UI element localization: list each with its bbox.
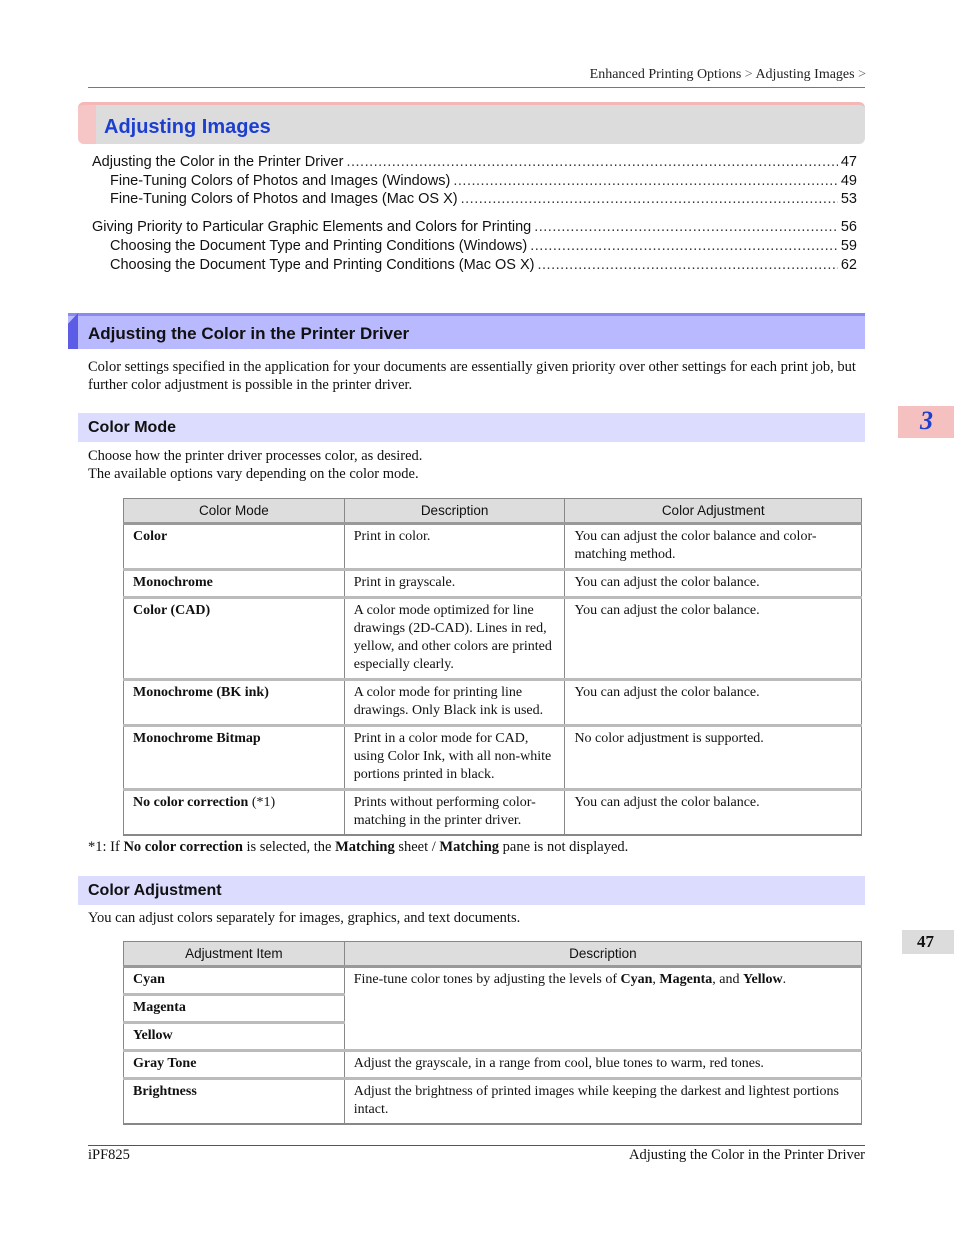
color-mode-line-2: The available options vary depending on the color mode. — [88, 466, 419, 482]
adjustment-item: Brightness — [124, 1079, 345, 1125]
chapter-tab[interactable] — [898, 406, 954, 438]
table-header-row — [124, 499, 862, 524]
toc-entry[interactable] — [110, 257, 857, 276]
adjustment-item: Yellow — [124, 1023, 345, 1051]
color-mode-description: Print in grayscale. — [344, 570, 565, 598]
breadcrumb — [590, 67, 866, 83]
breadcrumb-separator: > — [858, 67, 866, 82]
color-mode-name-text: No color correction — [133, 795, 249, 810]
toc-entry-page: 47 — [840, 154, 857, 170]
color-mode-line-1: Choose how the printer driver processes color, as desired. — [88, 448, 423, 464]
table-row — [124, 726, 862, 790]
color-mode-adjustment: You can adjust the color balance. — [565, 790, 862, 836]
toc-entry[interactable] — [92, 219, 857, 238]
color-mode-name: Color (CAD) — [124, 598, 345, 680]
footer-model: iPF825 — [88, 1147, 130, 1163]
footnote: *1: If No color correction is selected, the Matching sheet / Matching pane is not displayed. — [88, 839, 629, 855]
subsection-title: Color Adjustment — [88, 882, 222, 899]
chapter-title: Adjusting Images — [104, 116, 271, 138]
toc-entry-label: Adjusting the Color in the Printer Driver — [92, 154, 344, 170]
section-title: Adjusting the Color in the Printer Driver — [88, 324, 410, 343]
chapter-heading-box — [78, 102, 865, 144]
color-mode-name — [124, 790, 345, 836]
color-mode-adjustment: You can adjust the color balance. — [565, 598, 862, 680]
subsection-heading-bar — [78, 413, 865, 442]
page-number-tab — [902, 930, 954, 954]
page-number: 47 — [917, 932, 934, 951]
toc-entry[interactable] — [110, 191, 857, 210]
section-heading-bar — [68, 313, 865, 349]
header-rule — [88, 87, 865, 88]
color-mode-description: Print in a color mode for CAD, using Color Ink, with all non-white portions printed in black. — [344, 726, 565, 790]
footnote-ref[interactable]: (*1) — [251, 795, 276, 810]
toc-entry-page: 59 — [840, 238, 857, 254]
toc-entry-label: Fine-Tuning Colors of Photos and Images (Windows) — [110, 173, 451, 189]
toc-entry-label: Choosing the Document Type and Printing Conditions (Windows) — [110, 238, 528, 254]
section-intro: Color settings specified in the application for your documents are essentially given priority over other settings for each print job, but further color adjustment is possible in the printer driver. — [88, 359, 856, 393]
table-row — [124, 524, 862, 570]
toc-entry-label: Giving Priority to Particular Graphic Elements and Colors for Printing — [92, 219, 532, 235]
section-accent — [68, 313, 78, 349]
color-mode-description: A color mode for printing line drawings. Only Black ink is used. — [344, 680, 565, 726]
toc-entry-page: 56 — [840, 219, 857, 235]
toc-entry[interactable] — [110, 238, 857, 257]
table-header-row — [124, 942, 862, 967]
table-row — [124, 1079, 862, 1125]
chapter-number: 3 — [920, 406, 933, 435]
footer-rule — [88, 1145, 865, 1146]
color-mode-name: Monochrome (BK ink) — [124, 680, 345, 726]
breadcrumb-separator: > — [744, 67, 753, 82]
column-header: Color Adjustment — [565, 499, 862, 524]
toc-entry-page: 62 — [840, 257, 857, 273]
column-header: Description — [344, 499, 565, 524]
toc-entry-label: Fine-Tuning Colors of Photos and Images (Mac OS X) — [110, 191, 458, 207]
color-mode-adjustment: You can adjust the color balance. — [565, 570, 862, 598]
table-row — [124, 680, 862, 726]
color-mode-table — [123, 498, 862, 836]
color-mode-adjustment: No color adjustment is supported. — [565, 726, 862, 790]
column-header: Adjustment Item — [124, 942, 345, 967]
toc-entry[interactable] — [92, 154, 857, 173]
toc-entry-label: Choosing the Document Type and Printing Conditions (Mac OS X) — [110, 257, 535, 273]
adjustment-description: Adjust the grayscale, in a range from cool, blue tones to warm, red tones. — [344, 1051, 861, 1079]
table-row — [124, 1051, 862, 1079]
color-mode-name: Monochrome Bitmap — [124, 726, 345, 790]
toc-entry[interactable] — [110, 173, 857, 192]
color-mode-adjustment: You can adjust the color balance and color-matching method. — [565, 524, 862, 570]
color-mode-description: Print in color. — [344, 524, 565, 570]
color-mode-name: Color — [124, 524, 345, 570]
adjustment-item: Magenta — [124, 995, 345, 1023]
subsection-title: Color Mode — [88, 419, 176, 436]
adjustment-item: Gray Tone — [124, 1051, 345, 1079]
color-adjustment-table — [123, 941, 862, 1125]
toc-entry-page: 53 — [840, 191, 857, 207]
table-row — [124, 790, 862, 836]
adjustment-description: Fine-tune color tones by adjusting the levels of Cyan, Magenta, and Yellow. — [344, 967, 861, 1051]
adjustment-item: Cyan — [124, 967, 345, 995]
table-row — [124, 570, 862, 598]
column-header: Color Mode — [124, 499, 345, 524]
color-mode-name: Monochrome — [124, 570, 345, 598]
footer-section: Adjusting the Color in the Printer Driver — [629, 1147, 865, 1163]
color-adjustment-intro: You can adjust colors separately for images, graphics, and text documents. — [88, 910, 521, 926]
color-mode-description: Prints without performing color-matching in the printer driver. — [344, 790, 565, 836]
toc-entry-page: 49 — [840, 173, 857, 189]
table-row — [124, 598, 862, 680]
subsection-heading-bar — [78, 876, 865, 905]
table-row — [124, 967, 862, 995]
adjustment-description: Adjust the brightness of printed images while keeping the darkest and lightest portions intact. — [344, 1079, 861, 1125]
breadcrumb-item[interactable]: Enhanced Printing Options — [589, 67, 742, 82]
color-mode-description: A color mode optimized for line drawings (2D-CAD). Lines in red, yellow, and other colors are printed especially clearly. — [344, 598, 565, 680]
color-mode-adjustment: You can adjust the color balance. — [565, 680, 862, 726]
column-header: Description — [344, 942, 861, 967]
breadcrumb-item[interactable]: Adjusting Images — [755, 67, 855, 82]
